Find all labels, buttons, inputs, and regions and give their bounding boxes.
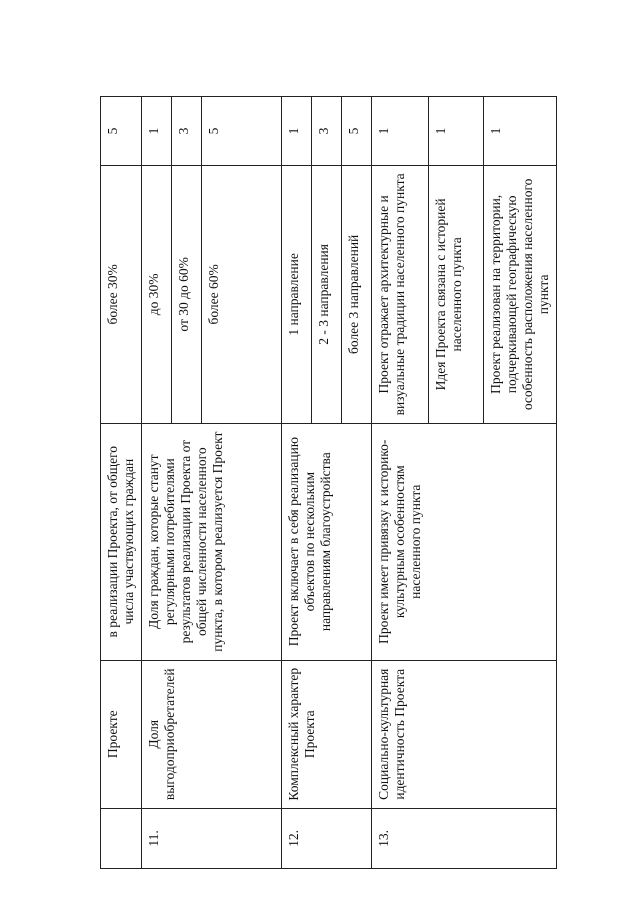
criteria-table	[100, 96, 557, 869]
option-cell: более 60%	[202, 165, 282, 423]
row-number: 12.	[282, 808, 372, 868]
option-cell: Проект отражает архитектурные и визуальные традиции населенного пункта	[372, 165, 429, 423]
option-cell: от 30 до 60%	[172, 165, 202, 423]
score-cell: 3	[172, 97, 202, 166]
rotated-table-wrapper	[100, 96, 551, 869]
score-cell: 3	[312, 97, 342, 166]
criterion-name-cell: Проекте	[101, 660, 142, 808]
score-cell: 5	[202, 97, 282, 166]
score-cell: 1	[429, 97, 484, 166]
score-cell: 1	[142, 97, 172, 166]
option-cell: Идея Проекта связана с историей населенного пункта	[429, 165, 484, 423]
option-cell: более 3 направлений	[342, 165, 372, 423]
row-number: 11.	[142, 808, 282, 868]
score-cell: 1	[372, 97, 429, 166]
criterion-description-cell: в реализации Проекта, от общего числа участвующих граждан	[101, 423, 142, 660]
row-number: 13.	[372, 808, 557, 868]
number-cell	[101, 808, 142, 868]
table-row	[142, 97, 172, 869]
score-cell: 5	[342, 97, 372, 166]
option-cell: до 30%	[142, 165, 172, 423]
criterion-description-cell: Доля граждан, которые станут регулярными потребителями результатов реализации Проекта от общей численности населенного пункта, в котором реализуется Проект	[142, 423, 282, 660]
table-row	[372, 97, 429, 869]
criterion-name-cell: Доля выгодоприобретателей	[142, 660, 282, 808]
score-cell: 5	[101, 97, 142, 166]
score-cell: 1	[282, 97, 312, 166]
criterion-name-cell: Комплексный характер Проекта	[282, 660, 372, 808]
option-cell: 2 - 3 направления	[312, 165, 342, 423]
table-row	[101, 97, 142, 869]
criterion-description-cell: Проект включает в себя реализацию объектов по нескольким направлениям благоустройства	[282, 423, 372, 660]
option-cell: более 30%	[101, 165, 142, 423]
table-row	[282, 97, 312, 869]
option-cell: Проект реализован на территории, подчеркивающей географическую особенность расположения населенного пункта	[484, 165, 557, 423]
option-cell: 1 направление	[282, 165, 312, 423]
criterion-description-cell: Проект имеет привязку к историко-культурным особенностям населенного пункта	[372, 423, 557, 660]
criterion-name-cell: Социально-культурная идентичность Проекта	[372, 660, 557, 808]
score-cell: 1	[484, 97, 557, 166]
